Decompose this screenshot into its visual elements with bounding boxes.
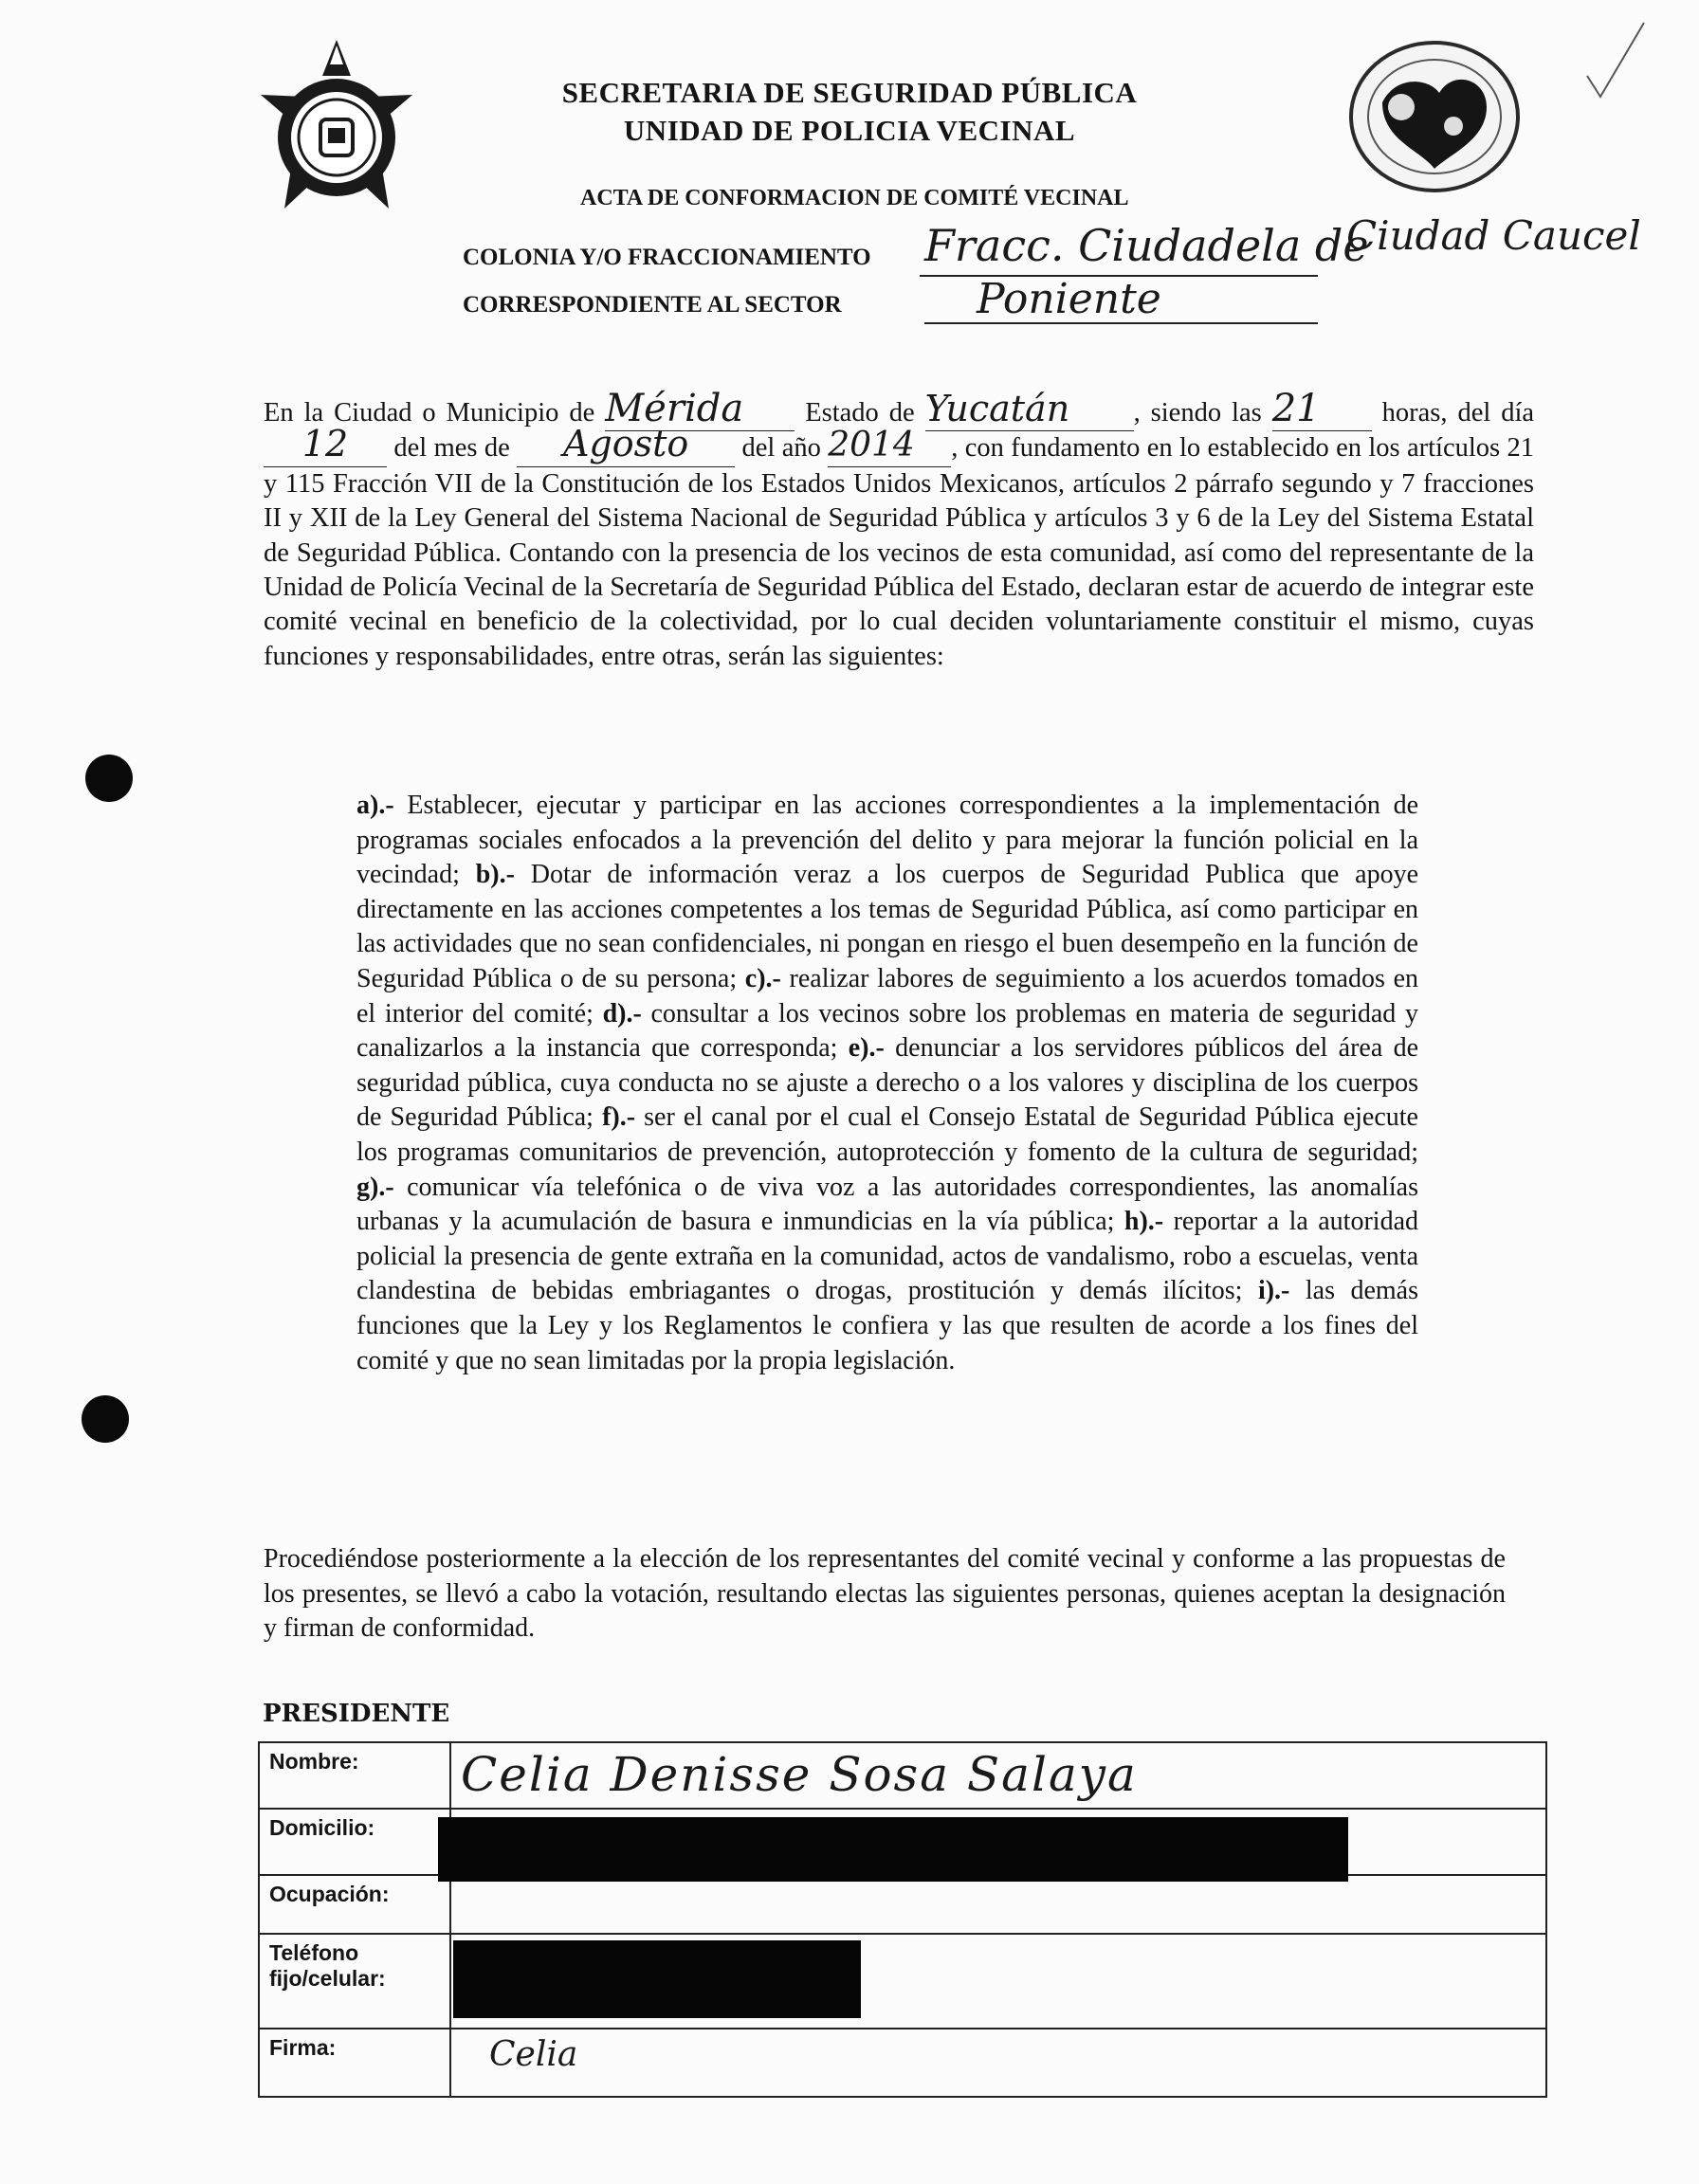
municipio-handwritten: Mérida: [605, 387, 744, 430]
intro-text: , siendo las: [1133, 398, 1262, 428]
intro-text: del año: [741, 433, 821, 464]
hora-handwritten: 21: [1271, 387, 1321, 430]
anio-handwritten: 2014: [828, 426, 915, 465]
intro-text: En la Ciudad o Municipio de: [264, 398, 595, 428]
punch-hole: [85, 755, 133, 802]
sector-label: CORRESPONDIENTE AL SECTOR: [463, 292, 842, 318]
function-key: i).-: [1257, 1276, 1290, 1306]
mes-handwritten: Agosto: [562, 423, 689, 465]
intro-text: , con fundamento en lo establecido en los artículos 21 y 115 Fracción VII de la Constitución de los Estados Unidos Mexicanos, artículos 2 párrafo segundo y 7 fracciones II y XII de la Ley General del Sistema Nacional de Seguridad Pública y artículos 3 y 6 de la Ley del Sistema Estatal de Seguridad Pública. Contando con la presencia de los vecinos de esta comunidad, así como del representante de la Unidad de Policía Vecinal de la Secretaría de Seguridad Pública del Estado, declaran estar de acuerdo de integrar este comité vecinal en beneficio de la colectividad, por lo cual deciden voluntariamente constituir el mismo, cuyas funciones y responsabilidades, entre otras, serán las siguientes:: [264, 433, 1535, 671]
ocupacion-value: [450, 1875, 1546, 1934]
intro-text: del mes de: [393, 433, 510, 464]
punch-hole: [82, 1395, 129, 1443]
estado-handwritten: Yucatán: [924, 388, 1070, 429]
act-title: ACTA DE CONFORMACION DE COMITÉ VECINAL: [580, 186, 1129, 210]
president-form-table: [258, 1741, 1547, 2098]
intro-text: horas, del día: [1381, 398, 1535, 428]
function-text: ser el canal por el cual el Consejo Estatal de Seguridad Pública ejecute los programas comunitarios de prevención, autoprotección y fomento de la cultura de seguridad;: [356, 1102, 1418, 1167]
nombre-handwritten: Celia Denisse Sosa Salaya: [461, 1747, 1138, 1802]
function-text: comunicar vía telefónica o de viva voz a las autoridades correspondientes, las anomalías urbanas y la acumulación de basura e inmundicias en la vía pública;: [356, 1172, 1418, 1237]
domicilio-label: Domicilio:: [259, 1809, 450, 1875]
function-key: b).-: [475, 860, 515, 890]
intro-text: Estado de: [805, 398, 915, 428]
function-text: realizar labores de seguimiento a los acuerdos tomados en el interior del comité;: [356, 963, 1418, 1028]
function-text: Establecer, ejecutar y participar en las acciones correspondientes a la implementación de programas sociales enfocados a la prevención del delito y para mejorar la función policial en la vecindad;: [356, 791, 1418, 890]
function-key: f).-: [602, 1102, 636, 1133]
function-text: consultar a los vecinos sobre los problemas en materia de seguridad y canalizarlos a la instancia que corresponda;: [356, 998, 1418, 1064]
colonia-handwritten-cont: Ciudad Caucel: [1346, 212, 1641, 259]
ocupacion-label: Ocupación:: [259, 1875, 450, 1934]
function-key: e).-: [848, 1033, 885, 1064]
telefono-label: Teléfono fijo/celular:: [259, 1934, 450, 2029]
dia-handwritten: 12: [301, 423, 349, 465]
redacted-phone: [453, 1940, 861, 2018]
unit-title: UNIDAD DE POLICIA VECINAL: [623, 114, 1076, 147]
function-text: las demás funciones que la Ley y los Reglamentos le confiera y las que resulten de acorde a los fines del comité y que no sean limitadas por la propia legislación.: [356, 1276, 1418, 1375]
nombre-value: [450, 1742, 1546, 1809]
intro-paragraph: [264, 387, 1535, 674]
redacted-address: [438, 1817, 1348, 1882]
nombre-label: Nombre:: [259, 1742, 450, 1809]
president-heading: PRESIDENTE: [263, 1700, 450, 1728]
sector-underline: [924, 322, 1318, 324]
election-paragraph: Procediéndose posteriormente a la elección de los representantes del comité vecinal y conforme a las propuestas de los presentes, se llevó a cabo la votación, resultando electas las siguientes personas, quienes aceptan la designación y firman de conformidad.: [264, 1544, 1506, 1643]
function-text: Dotar de información veraz a los cuerpos de Seguridad Publica que apoye directamente en las acciones competentes a los temas de Seguridad Pública, así como participar en las actividades que no sean confidenciales, ni pongan en riesgo el buen desempeño en la función de Seguridad Pública o de su persona;: [356, 860, 1418, 993]
firma-label: Firma:: [259, 2029, 450, 2097]
function-key: c).-: [744, 963, 781, 993]
colonia-handwritten: Fracc. Ciudadela de: [924, 220, 1369, 271]
function-text: denunciar a los servidores públicos del área de seguridad pública, cuya conducta no se ajuste a derecho o a los valores y disciplina de los cuerpos de Seguridad Pública;: [356, 1033, 1418, 1133]
colonia-label: COLONIA Y/O FRACCIONAMIENTO: [463, 245, 871, 270]
sector-handwritten: Poniente: [977, 275, 1161, 323]
function-key: d).-: [602, 998, 642, 1028]
functions-paragraph: [356, 789, 1418, 1378]
function-key: h).-: [1124, 1207, 1164, 1237]
function-key: g).-: [356, 1172, 394, 1202]
function-key: a).-: [356, 791, 394, 820]
agency-title: SECRETARIA DE SEGURIDAD PÚBLICA: [561, 76, 1138, 109]
function-text: reportar a la autoridad policial la presencia de gente extraña en la comunidad, actos de vandalismo, robo a escuelas, venta clandestina de bebidas embriagantes o drogas, prostitución y demás ilícitos;: [356, 1207, 1418, 1306]
firma-signature: Celia: [489, 2035, 578, 2074]
firma-value: [450, 2029, 1546, 2097]
